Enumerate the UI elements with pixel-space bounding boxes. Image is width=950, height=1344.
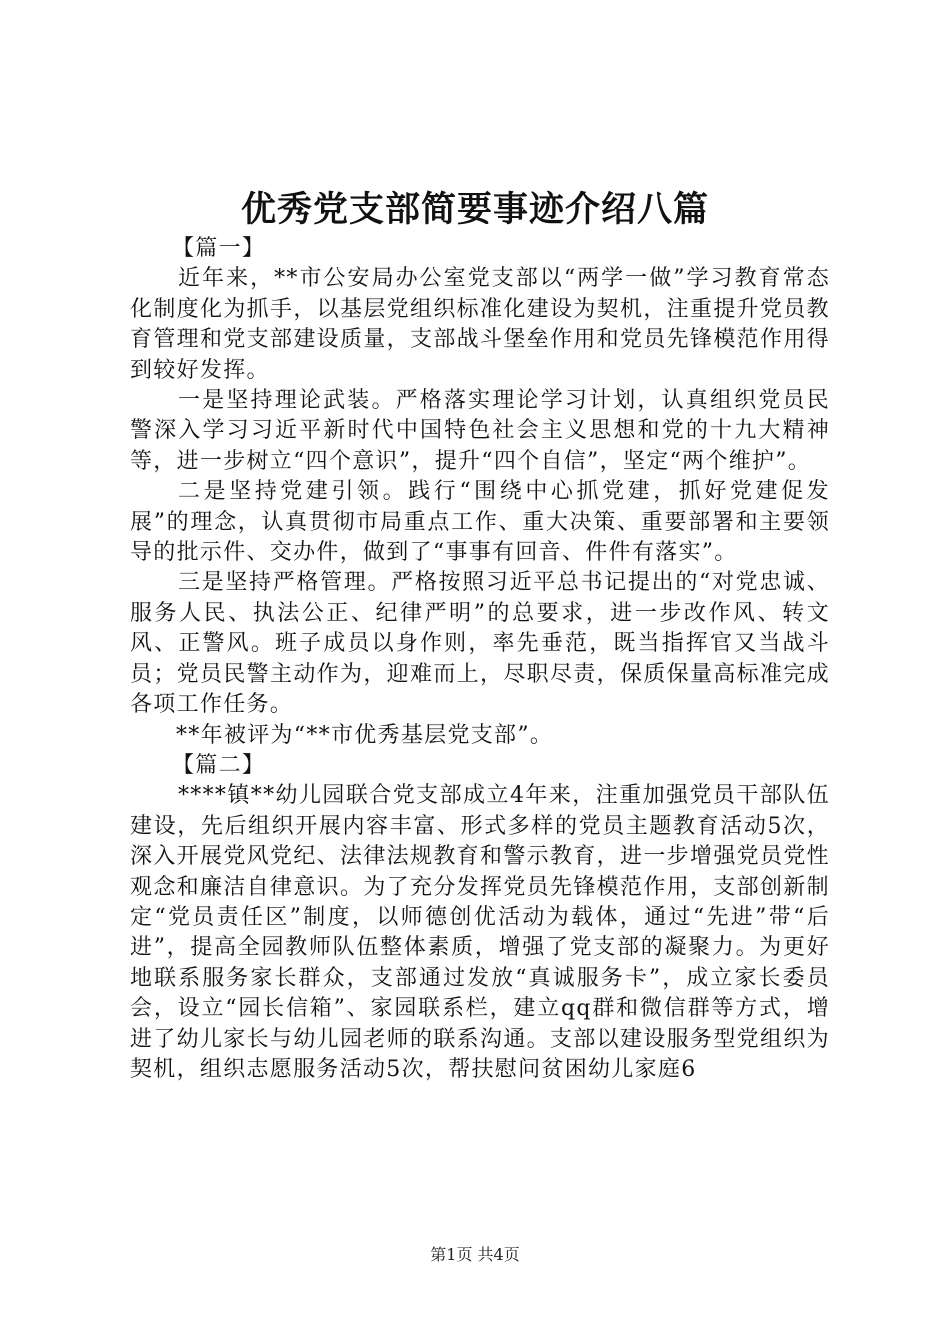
page-footer: 第1页 共4页 [430,1245,520,1264]
paragraph-award: **年被评为“**市优秀基层党支部”。 [176,722,554,748]
document-body [130,234,830,1085]
paragraph-intro: 近年来，**市公安局办公室党支部以“两学一做”学习教育常态化制度化为抓手，以基层党组织标准化建设为契机，注重提升党员教育管理和党支部建设质量，支部战斗堡垒作用和党员先锋模范作用得到较好发挥。 [130,266,830,383]
section-heading-1: 【篇一】 [172,236,266,261]
paragraph-theory: 一是坚持理论武装。严格落实理论学习计划，认真组织党员民警深入学习习近平新时代中国特色社会主义思想和党的十九大精神等，进一步树立“四个意识”，提升“四个自信”，坚定“两个维护”。 [130,388,830,474]
paragraph-party-building: 二是坚持党建引领。践行“围绕中心抓党建，抓好党建促发展”的理念，认真贯彻市局重点工作、重大决策、重要部署和主要领导的批示件、交办件，做到了“事事有回音、件件有落实”。 [130,479,830,566]
document-title: 优秀党支部简要事迹介绍八篇 [240,189,709,230]
paragraph-management: 三是坚持严格管理。严格按照习近平总书记提出的“对党忠诚、服务人民、执法公正、纪律严明”的总要求，进一步改作风、转文风、正警风。班子成员以身作则，率先垂范，既当指挥官又当战斗员；党员民警主动作为，迎难而上，尽职尽责，保质保量高标准完成各项工作任务。 [130,570,830,718]
paragraph-kindergarten: ****镇**幼儿园联合党支部成立4年来，注重加强党员干部队伍建设，先后组织开展内容丰富、形式多样的党员主题教育活动5次，深入开展党风党纪、法律法规教育和警示教育，进一步增强党员党性观念和廉洁自律意识。为了充分发挥党员先锋模范作用，支部创新制定“党员责任区”制度，以师德创优活动为载体，通过“先进”带“后进”，提高全园教师队伍整体素质，增强了党支部的凝聚力。为更好地联系服务家长群众，支部通过发放“真诚服务卡”，成立家长委员会，设立“园长信箱”、家园联系栏，建立qq群和微信群等方式，增进了幼儿家长与幼儿园老师的联系沟通。支部以建设服务型党组织为契机，组织志愿服务活动5次，帮扶慰问贫困幼儿家庭6 [130,783,830,1082]
section-heading-2: 【篇二】 [172,752,266,778]
